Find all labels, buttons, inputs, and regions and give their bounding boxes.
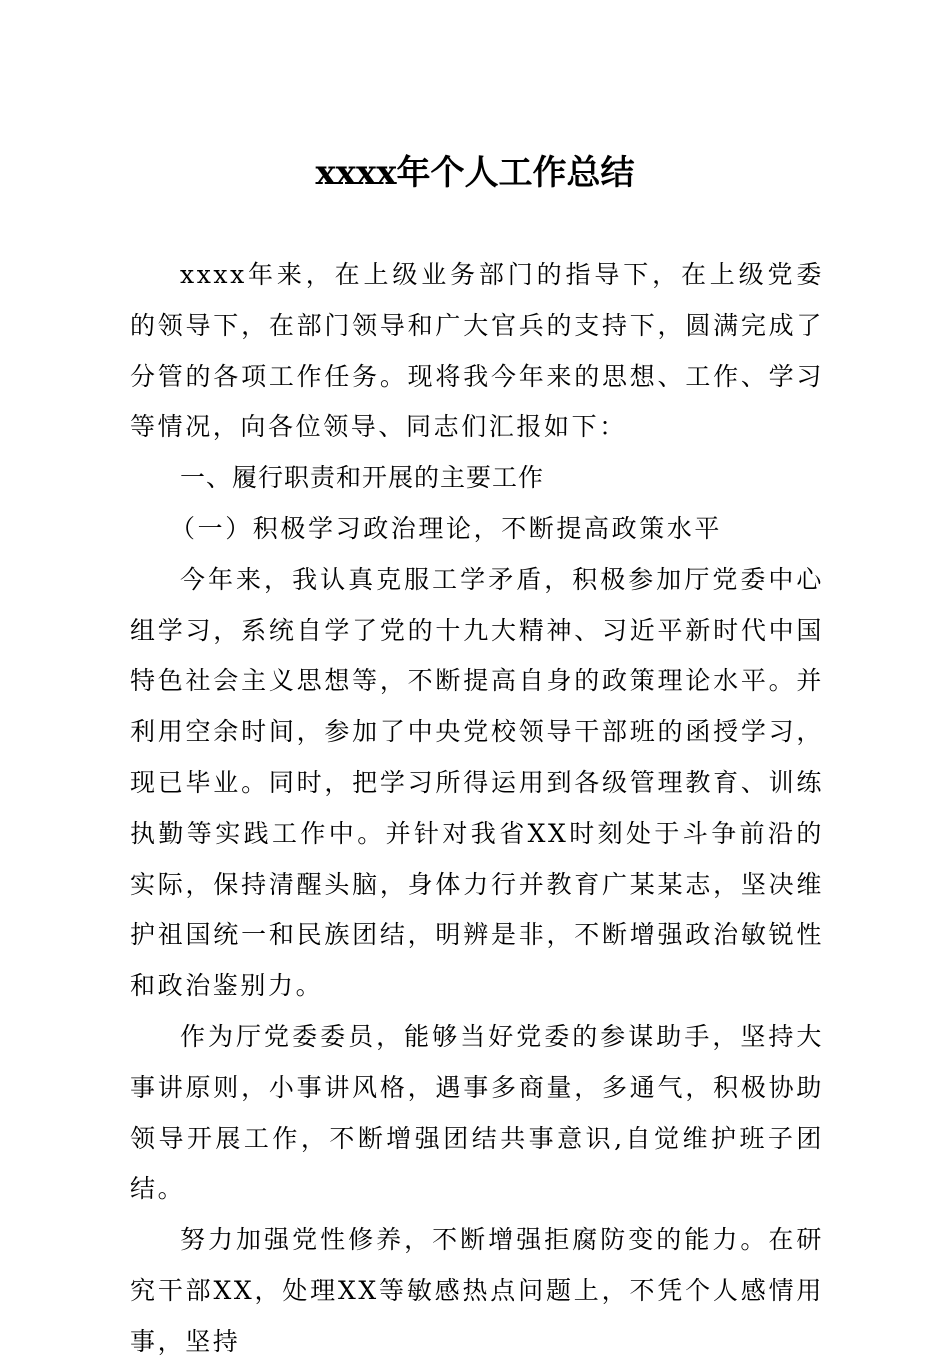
document-body	[130, 250, 824, 1368]
section-heading: 一、履行职责和开展的主要工作	[180, 463, 545, 493]
body-paragraph: 今年来，我认真克服工学矛盾，积极参加厅党委中心组学习，系统自学了党的十九大精神、习近平新时代中国特色社会主义思想等，不断提高自身的政策理论水平。并利用空余时间，参加了中央党校领导干部班的函授学习，现已毕业。同时，把学习所得运用到各级管理教育、训练执勤等实践工作中。并针对我省XX时刻处于斗争前沿的实际，保持清醒头脑，身体力行并教育广某某志，坚决维护祖国统一和民族团结，明辨是非，不断增强政治敏锐性和政治鉴别力。	[130, 564, 824, 1001]
body-paragraph: 作为厅党委委员，能够当好党委的参谋助手，坚持大事讲原则，小事讲风格，遇事多商量，多通气，积极协助领导开展工作，不断增强团结共事意识,自觉维护班子团结。	[130, 1021, 824, 1204]
subsection-heading: （一）积极学习政治理论，不断提高政策水平	[170, 513, 723, 543]
intro-paragraph: xxxx年来，在上级业务部门的指导下，在上级党委的领导下，在部门领导和广大官兵的支持下，圆满完成了分管的各项工作任务。现将我今年来的思想、工作、学习等情况，向各位领导、同志们汇报如下：	[130, 260, 824, 442]
document-title: xxxx年个人工作总结	[315, 153, 635, 193]
body-paragraph: 努力加强党性修养，不断增强拒腐防变的能力。在研究干部XX，处理XX等敏感热点问题上，不凭个人感情用事，坚持	[130, 1225, 824, 1356]
